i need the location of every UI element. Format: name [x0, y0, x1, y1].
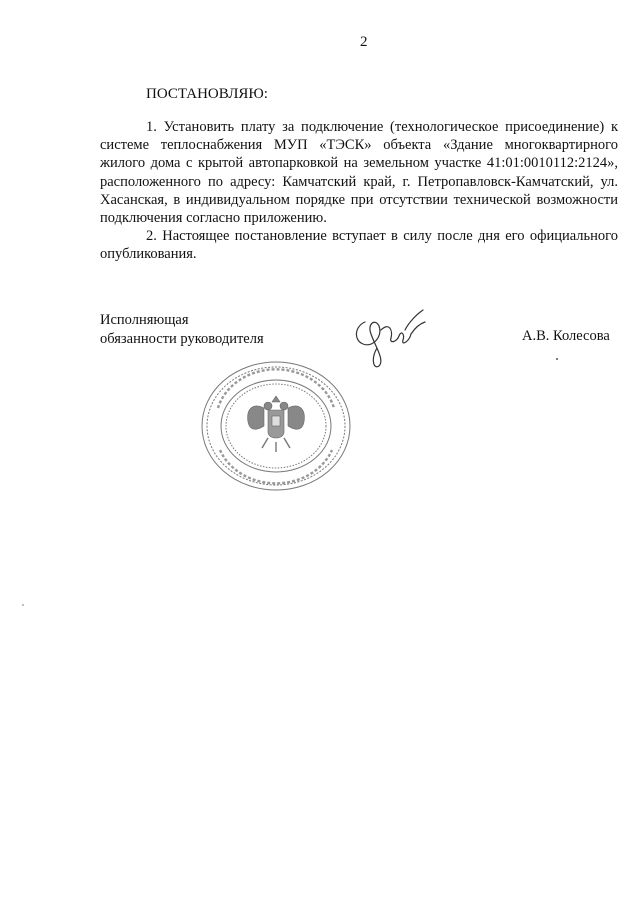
- handwritten-signature: [345, 300, 440, 370]
- resolution-body: [100, 118, 618, 264]
- page-number: 2: [360, 34, 368, 50]
- official-seal-stamp: [198, 358, 354, 494]
- signatory-title-line2: обязанности руководителя: [100, 330, 264, 347]
- paragraph-2: 2. Настоящее постановление вступает в силу после дня его официального опубликования.: [100, 228, 618, 263]
- signatory-name: А.В. Колесова: [522, 328, 610, 344]
- resolution-heading: ПОСТАНОВЛЯЮ:: [146, 86, 268, 102]
- signatory-title-line1: Исполняющая: [100, 312, 189, 328]
- paragraph-1: 1. Установить плату за подключение (технологическое присоединение) к системе теплоснабжения МУП «ТЭСК» объекта «Здание многоквартирного жилого дома с крытой автопарковкой на земельном участке 41:01:0010112:2124», расположенного по адресу: Камчатский край, г. Петропавловск-Камчатский, ул. Хасанская, в индивидуальном порядке при отсутствии технической возможности подключения согласно приложению.: [100, 119, 618, 227]
- signatory-title: [100, 311, 264, 348]
